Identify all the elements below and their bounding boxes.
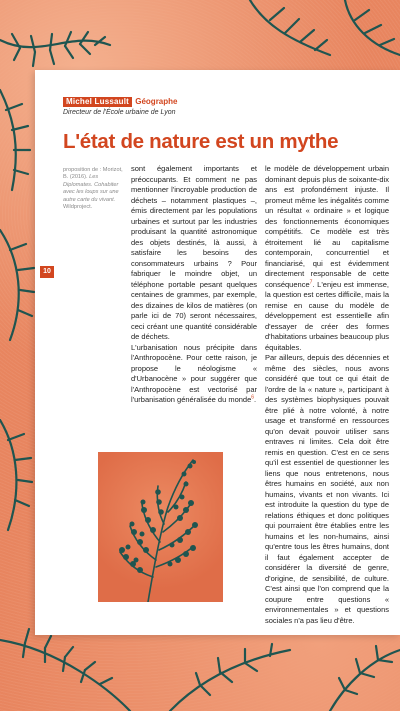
side-note-book-title: Les Diplomates. Cohabiter avec les loups sur une autre carte du vivant. [63, 174, 119, 203]
fern-icon [98, 452, 223, 602]
text-column-1 [131, 164, 257, 406]
side-note [63, 167, 125, 211]
author-name: Michel Lussault [63, 97, 132, 107]
side-note-text: proposition de : Morizot, B. (2016). [63, 167, 123, 181]
author-line [63, 97, 177, 107]
paragraph: L'urbanisation nous précipite dans l'Anthropocène. Pour cette raison, je propose le néologisme « d'Urbanocène » pour suggérer que l'Anthropocène est vectorisé par l'urbanisation généralisée du monde$^6$. [131, 342, 257, 404]
paragraph: Par ailleurs, depuis des décennies et même des siècles, nous avons considéré que tout ce qui était de l'ordre de la « nature », participant à des systèmes biophysiques pouvait être plié à notre volonté, à notre usage et transformé en ressources qu'on devait pouvoir utiliser sans entraves ni limites. Cela doit être remis en question. C'est en ce sens qu'il est essentiel de questionner les liens que nous entretenons, nous êtres humains en société, aux non humains, vivants et non vivants. Ici est introduite la question du type de relations éthiques et donc politiques qui pourraient être établies entre les humains et les non-humains, ainsi qu'entre tous les êtres humains, dont il faut également accepter de considérer la diversité de genre, d'origine, de sensibilité, de culture. C'est ainsi que l'on comprend que la coupure entre questions « environnementales » et questions sociales n'a pas lieu d'être. [265, 353, 389, 625]
author-affiliation: Directeur de l'École urbaine de Lyon [63, 109, 176, 116]
paragraph: le modèle de développement urbain dominant depuis plus de soixante-dix ans est profondément injuste. Il promeut même les inégalités comme un résultat « ordinaire » et logique des fonctionnements économiques compétitifs. Ce modèle est très étroitement lié au capitalisme contemporain, concurrentiel et financiarisé, qui est évidemment directement responsable de cette conséquence$^7$. L'enjeu est immense, la question est certes difficile, mais la remise en cause du modèle de développement est essentielle afin d'essayer de créer des formes d'habitations urbaines beaucoup plus équitables. [265, 164, 389, 352]
page-number: 10 [40, 266, 54, 278]
author-role: Géographe [135, 97, 178, 106]
magazine-page [35, 70, 400, 635]
footnote-ref: 7 [309, 279, 313, 285]
fern-illustration [98, 452, 223, 602]
footnote-ref: 6 [251, 394, 255, 401]
side-note-publisher: Wildproject. [63, 204, 93, 211]
article-title: L'état de nature est un mythe [63, 130, 339, 153]
paragraph: sont également importants et préoccupants. Et comment ne pas mentionner l'incroyable production de déchets – notamment plastiques –, émis directement par les populations urbaines et surtout par les industries produisant la quantité astronomique des objets destinés, là aussi, à satisfaire les besoins des consommateurs urbains ? Pour fabriquer le moindre objet, un téléphone portable pesant quelques centaines de grammes, par exemple, des dizaines de kilos de matières (on parle ici de 70) seront nécessaires, ceci créant une quantité considérable de déchets. [131, 164, 257, 341]
text-column-2 [265, 164, 389, 626]
